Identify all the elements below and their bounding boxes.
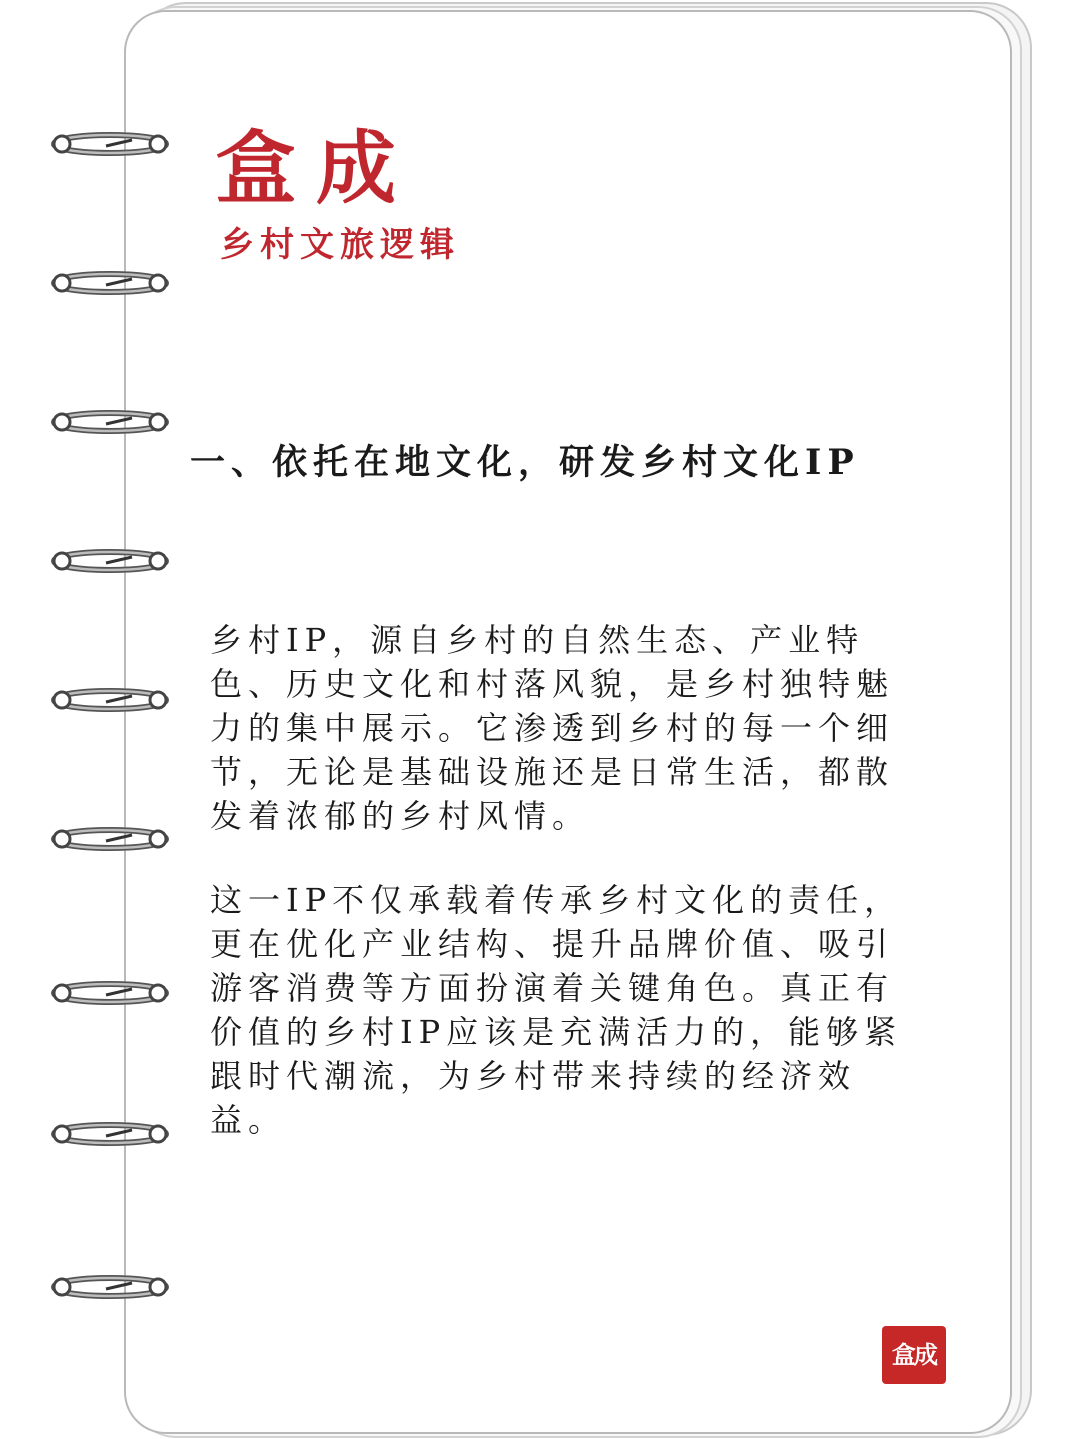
binder-ring-icon	[50, 826, 172, 852]
binder-ring-icon	[50, 687, 172, 713]
paragraph-intro: 乡村IP，源自乡村的自然生态、产业特色、历史文化和村落风貌，是乡村独特魅力的集中展示。它渗透到乡村的每一个细节，无论是基础设施还是日常生活，都散发着浓郁的乡村风情。	[210, 621, 895, 835]
binder-ring-icon	[50, 131, 172, 157]
brand-title: 盒成	[216, 121, 416, 215]
binder-ring-icon	[50, 409, 172, 435]
binder-ring-icon	[50, 1121, 172, 1147]
binder-ring-icon	[50, 270, 172, 296]
binder-ring-icon	[50, 548, 172, 574]
binder-ring-icon	[50, 1274, 172, 1300]
seal-stamp-icon	[882, 1326, 946, 1384]
binder-ring-icon	[50, 980, 172, 1006]
section-heading: 一、依托在地文化，研发乡村文化IP	[190, 442, 860, 483]
seal-text: 盒成	[892, 1340, 936, 1369]
paragraph-value: 这一IP不仅承载着传承乡村文化的责任，更在优化产业结构、提升品牌价值、吸引游客消费等方面扮演着关键角色。真正有价值的乡村IP应该是充满活力的，能够紧跟时代潮流，为乡村带来持续的经济效益。	[210, 881, 903, 1139]
brand-subtitle: 乡村文旅逻辑	[220, 225, 460, 265]
